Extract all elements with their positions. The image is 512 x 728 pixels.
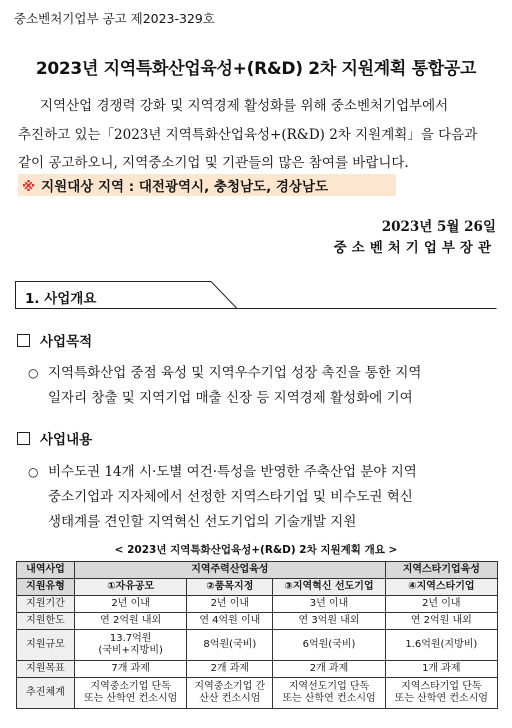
table-row [17,678,498,709]
header-cell: 지역주력산업육성 [75,562,386,579]
table-cell: 지역선도기업 단독 또는 산학연 컨소시엄 [273,678,385,709]
support-plan-table [16,561,498,709]
purpose-line: 지역특화산업 중점 육성 및 지역우수기업 성장 촉진을 통한 지역 [48,365,422,381]
table-cell: 2년 이내 [385,596,497,613]
table-cell: 2년 이내 [187,596,273,613]
content-line: 생태계를 견인할 지역혁신 선도기업의 기술개발 지원 [48,514,357,530]
intro-line: 추진하고 있는「2023년 지역특화산업육성+(R&D) 2차 지원계획」을 다음과 [18,126,478,143]
intro-line: 지역산업 경쟁력 강화 및 지역경제 활성화를 위해 중소벤처기업부에서 [40,98,449,114]
type-cell: ①자유공모 [75,579,187,596]
subsection-title: 사업목적 [40,334,93,350]
table-caption: < 2023년 지역특화산업육성+(R&D) 2차 지원계획 개요 > [114,544,398,556]
table-cell: 지역중소기업 단독 또는 산학연 컨소시엄 [75,678,187,709]
type-cell: ③지역혁신 선도기업 [273,579,385,596]
subsection-title: 사업내용 [40,432,93,448]
table-row [17,630,498,661]
table-row [17,596,498,613]
header-cell: 지원유형 [17,579,75,596]
table-cell: 1.6억원(지방비) [385,630,497,661]
header-cell: 지역스타기업육성 [385,562,497,579]
table-cell: 연 2억원 내외 [385,613,497,630]
section-title: 1. 사업개요 [25,291,97,307]
intro-line: 같이 공고하오니, 지역중소기업 및 기관들의 많은 참여를 바랍니다. [18,155,409,171]
table-cell: 연 4억원 이내 [187,613,273,630]
table-cell: 2개 과제 [187,661,273,678]
page-title: 2023년 지역특화산업육성+(R&D) 2차 지원계획 통합공고 [35,59,477,79]
content-line: 비수도권 14개 시·도별 여건·특성을 반영한 주축산업 분야 지역 [48,464,417,480]
table-cell: 2개 과제 [273,661,385,678]
type-cell: ④지역스타기업 [385,579,497,596]
table-cell: 연 3억원 내외 [273,613,385,630]
table-cell: 지역중소기업 간 산산 컨소시엄 [187,678,273,709]
circle-bullet-icon: ○ [28,366,39,380]
row-label-cell: 지원규모 [17,630,75,661]
row-label-cell: 지원목표 [17,661,75,678]
content-line: 중소기업과 지자체에서 선정한 지역스타기업 및 비수도권 혁신 [48,489,413,505]
ministry-signature: 중소벤처기업부장관 [333,240,496,256]
notice-number: 중소벤처기업부 공고 제2023-329호 [14,11,215,26]
row-label-cell: 추진체계 [17,678,75,709]
target-region-notice [22,175,328,195]
subsection-content [17,428,92,448]
table-cell: 7개 과제 [75,661,187,678]
table-cell: 연 2억원 내외 [75,613,187,630]
table-cell: 8억원(국비) [187,630,273,661]
type-cell: ②품목지정 [187,579,273,596]
table-type-row [17,579,498,596]
header-cell: 내역사업 [17,562,75,579]
content-bullet [28,460,498,535]
table-cell: 6억원(국비) [273,630,385,661]
table-cell: 1개 과제 [385,661,497,678]
square-bullet-icon [17,432,30,445]
table-cell: 3년 이내 [273,596,385,613]
table-cell: 2년 이내 [75,596,187,613]
square-bullet-icon [17,334,30,347]
intro-paragraph [18,92,498,178]
row-label-cell: 지원한도 [17,613,75,630]
reference-mark-icon: ※ [22,179,36,195]
table-row [17,613,498,630]
purpose-bullet [28,361,498,411]
target-region-text: 지원대상 지역 : 대전광역시, 충청남도, 경상남도 [41,179,329,195]
table-row [17,661,498,678]
circle-bullet-icon: ○ [28,465,39,479]
row-label-cell: 지원기간 [17,596,75,613]
announcement-date: 2023년 5월 26일 [381,219,496,235]
table-cell: 지역스타기업 단독 또는 산학연 컨소시엄 [385,678,497,709]
table-header-row [17,562,498,579]
table-cell: 13.7억원 (국비+지방비) [75,630,187,661]
purpose-line: 일자리 창출 및 지역기업 매출 신장 등 지역경제 활성화에 기여 [48,390,413,406]
subsection-purpose [17,330,92,350]
